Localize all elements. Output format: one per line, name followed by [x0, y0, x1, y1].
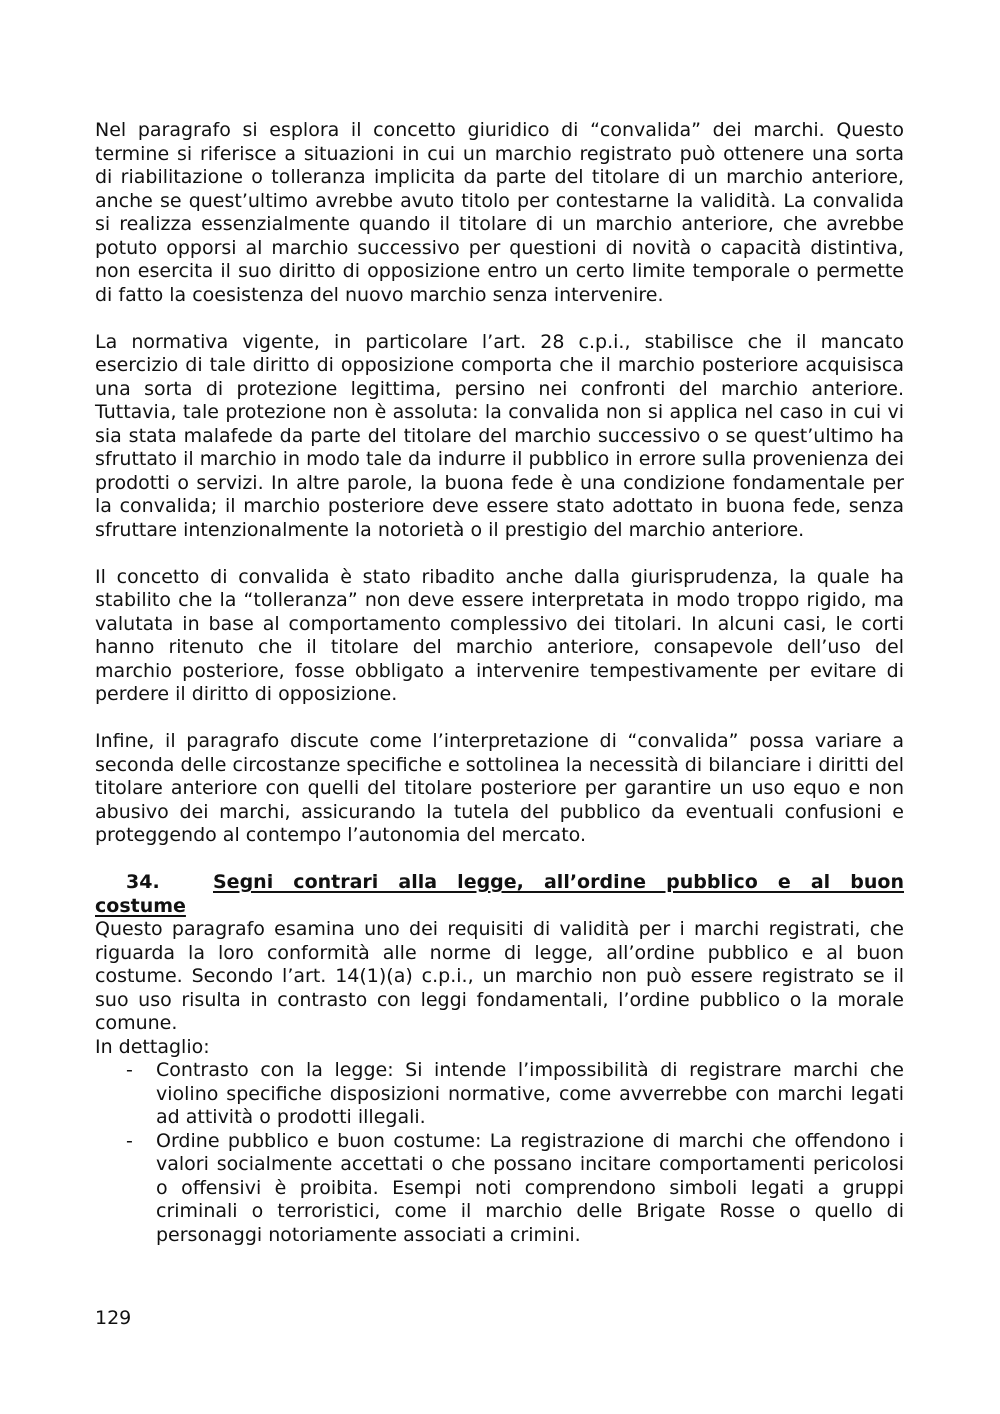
page-number: 129 [95, 1307, 132, 1329]
paragraph-giurisprudenza: Il concetto di convalida è stato ribadito anche dalla giurisprudenza, la quale ha stabilito che la “tolleranza” non deve essere interpretata in modo troppo rigido, ma valutata in base al comportamento complessivo dei titolari. In alcuni casi, le corti hanno ritenuto che il titolare del marchio anteriore, consapevole dell’uso del marchio posteriore, fosse obbligato a intervenire tempestivamente per evitare di perdere il diritto di opposizione. [95, 565, 904, 705]
section-intro: Questo paragrafo esamina uno dei requisiti di validità per i marchi registrati, che riguarda la loro conformità alle norme di legge, all’ordine pubblico e al buon costume. Secondo l’art. 14(1)(a) c.p.i., un marchio non può essere registrato se il suo uso risulta in contrasto con leggi fondamentali, l’ordine pubblico o la morale comune. [95, 918, 904, 1034]
list-item-text: Ordine pubblico e buon costume: La registrazione di marchi che offendono i valori socialmente accettati o che possano incitare comportamenti pericolosi o offensivi è proibita. Esempi noti comprendono simboli legati a gruppi criminali o terroristici, come il marchio delle Brigate Rosse o quello di personaggi notoriamente associati a crimini. [156, 1129, 904, 1246]
document-page [95, 119, 904, 1247]
section-heading [95, 871, 904, 918]
list-item-text: Contrasto con la legge: Si intende l’impossibilità di registrare marchi che violino specifiche disposizioni normative, come avverrebbe con marchi legati ad attività o prodotti illegali. [156, 1059, 904, 1128]
section-number: 34. [126, 871, 160, 893]
list-item [95, 1059, 904, 1130]
paragraph-normativa: La normativa vigente, in particolare l’art. 28 c.p.i., stabilisce che il mancato esercizio di tale diritto di opposizione comporta che il marchio posteriore acquisisca una sorta di protezione legittima, persino nei confronti del marchio anteriore. Tuttavia, tale protezione non è assoluta: la convalida non si applica nel caso in cui vi sia stata malafede da parte del titolare del marchio successivo o se quest’ultimo ha sfruttato il marchio in modo tale da indurre il pubblico in errore sulla provenienza dei prodotti o servizi. In altre parole, la buona fede è una condizione fondamentale per la convalida; il marchio posteriore deve essere stato adottato in buona fede, senza sfruttare intenzionalmente la notorietà o il prestigio del marchio anteriore. [95, 330, 904, 541]
paragraph-infine: Infine, il paragrafo discute come l’interpretazione di “convalida” possa variare a seconda delle circostanze specifiche e sottolinea la necessità di bilanciare i diritti del titolare anteriore con quelli del titolare posteriore per garantire un uso equo e non abusivo dei marchi, assicurando la tutela del pubblico da eventuali confusioni e proteggendo al contempo l’autonomia del mercato. [95, 730, 904, 846]
bullet-dash: - [126, 1129, 133, 1152]
section-title-line2: costume [95, 894, 186, 917]
list-item [95, 1130, 904, 1248]
paragraph-convalida-intro: Nel paragrafo si esplora il concetto giuridico di “convalida” dei marchi. Questo termine si riferisce a situazioni in cui un marchio registrato può ottenere una sorta di riabilitazione o tolleranza implicita da parte del titolare di un marchio anteriore, anche se quest’ultimo avrebbe avuto titolo per contestarne la validità. La convalida si realizza essenzialmente quando il titolare di un marchio anteriore, che avrebbe potuto opporsi al marchio successivo per questioni di novità o capacità distintiva, non esercita il suo diritto di opposizione entro un certo limite temporale o permette di fatto la coesistenza del nuovo marchio senza intervenire. [95, 119, 904, 306]
section-title-line1: Segni contrari alla legge, all’ordine pubblico e al buon [213, 871, 904, 893]
bullet-dash: - [126, 1059, 133, 1081]
detail-label: In dettaglio: [95, 1035, 210, 1058]
detail-list [95, 1059, 904, 1247]
